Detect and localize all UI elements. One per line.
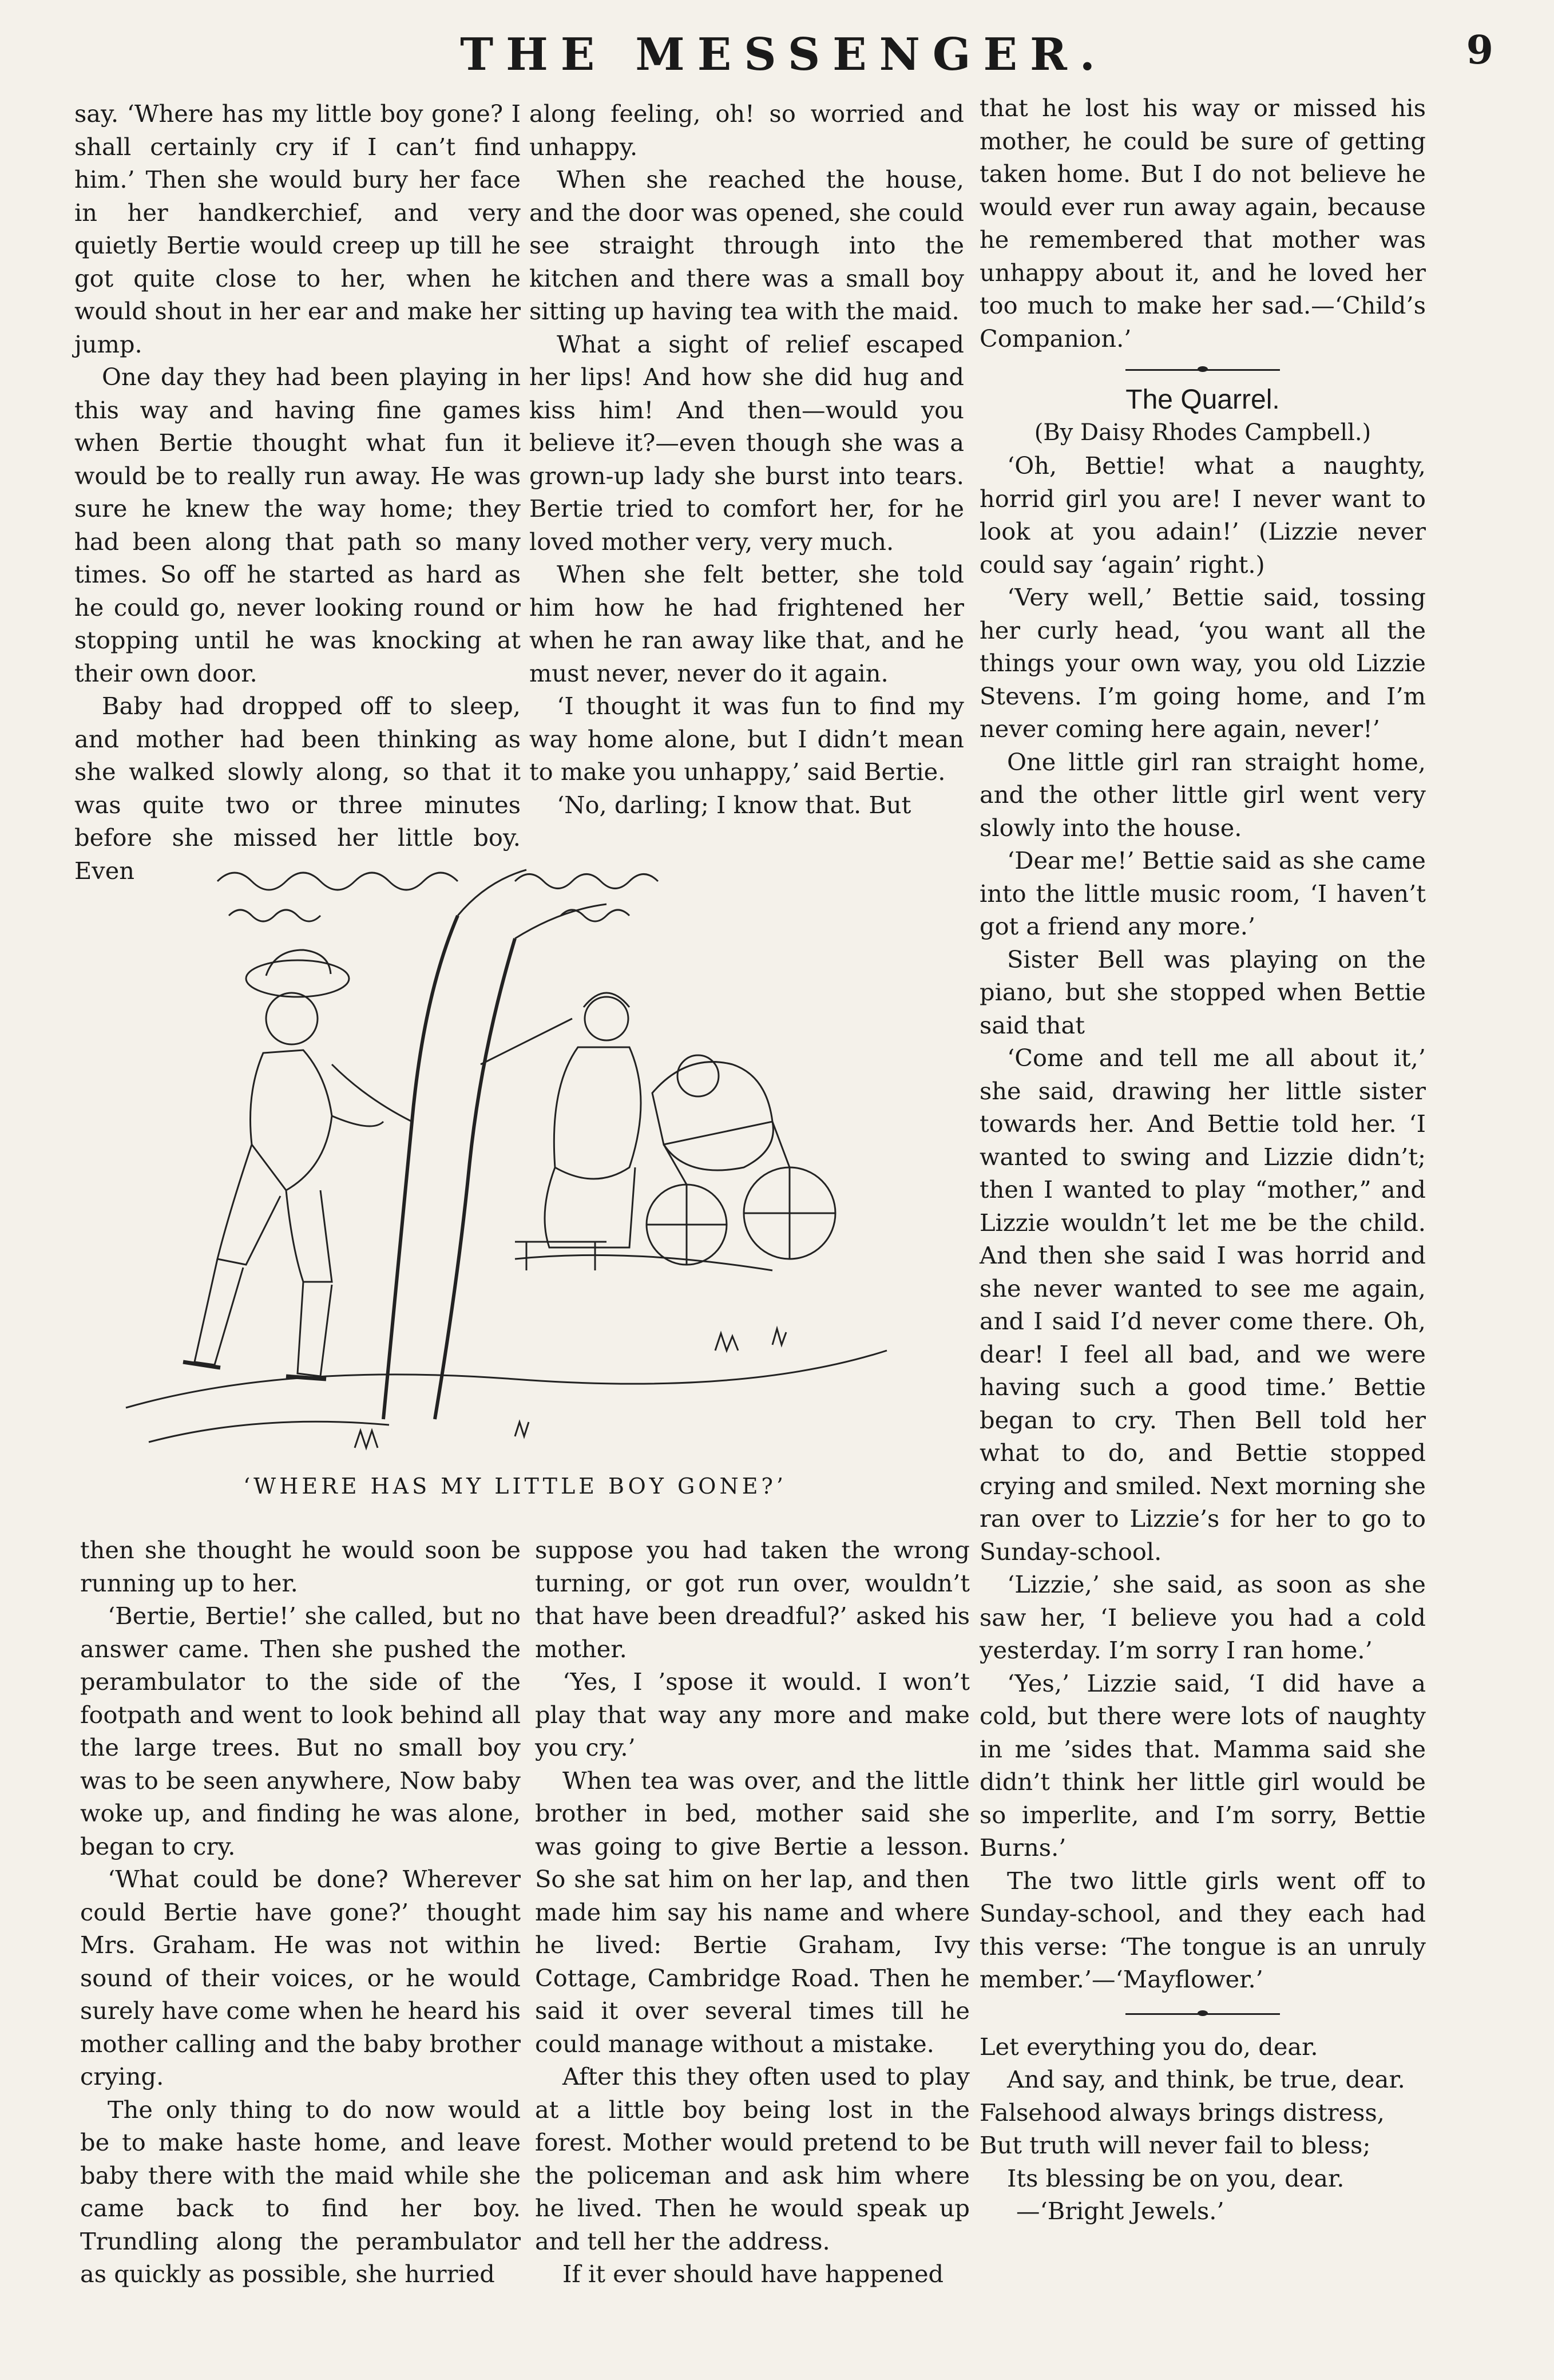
paragraph: ‘Yes, I ’spose it would. I won’t play that way any more and make you cry.’	[535, 1668, 970, 1761]
column-2-top	[529, 97, 964, 821]
column-1-top	[74, 97, 521, 887]
paragraph: When she felt better, she told him how he had frightened her when he ran away like that, and he must never, never do it again.	[529, 560, 964, 687]
paragraph: ‘Very well,’ Bettie said, tossing her curly head, ‘you want all the things your own way, you old Lizzie Stevens. I’m going home, and I’m never coming here again, never!’	[980, 583, 1426, 743]
masthead: THE MESSENGER.	[460, 29, 1108, 81]
paragraph: suppose you had taken the wrong turning, or got run over, wouldn’t that have been dreadful?’ asked his mother.	[535, 1536, 970, 1663]
illustration-caption: ‘WHERE HAS MY LITTLE BOY GONE?’	[243, 1474, 787, 1499]
article-title: The Quarrel.	[1125, 385, 1280, 415]
paragraph: The only thing to do now would be to make haste home, and leave baby there with the maid while she came back to find her boy. Trundling along the perambulator as quickly as possible, she hurried	[80, 2095, 521, 2288]
poem-attribution: —‘Bright Jewels.’	[1016, 2197, 1224, 2225]
page-number: 9	[1466, 27, 1493, 73]
section-divider	[980, 1996, 1426, 2030]
paragraph: What a sight of relief escaped her lips! And how she did hug and kiss him! And then—would you believe it?—even though she was a grown-up lady she burst into tears. Bertie tried to comfort her, for he loved mother very, very much.	[529, 330, 964, 556]
poem-line: Let everything you do, dear.	[980, 2032, 1318, 2061]
paragraph: If it ever should have happened	[562, 2260, 944, 2288]
section-divider	[980, 355, 1426, 383]
paragraph: The two little girls went off to Sunday-school, and they each had this verse: ‘The tongue is an unruly member.’—‘Mayflower.’	[980, 1866, 1426, 1993]
paragraph: ‘I thought it was fun to find my way home alone, but I didn’t mean to make you unhappy,’ said Bertie.	[529, 692, 964, 786]
paragraph: along feeling, oh! so worried and unhappy.	[529, 100, 964, 161]
poem-line: But truth will never fail to bless;	[980, 2131, 1371, 2159]
paragraph: ‘Bertie, Bertie!’ she called, but no answer came. Then she pushed the perambulator to the side of the footpath and went to look behind all the large trees. But no small boy was to be seen anywhere, Now baby woke up, and finding he was alone, began to cry.	[80, 1602, 521, 1860]
paragraph: say. ‘Where has my little boy gone? I shall certainly cry if I can’t find him.’ Then she would bury her face in her handkerchief, and very quietly Bertie would creep up till he got quite close to her, when he would shout in her ear and make her jump.	[74, 100, 521, 358]
paragraph: ‘What could be done? Wherever could Bertie have gone?’ thought Mrs. Graham. He was not within sound of their voices, or he would surely have come when he heard his mother calling and the baby brother crying.	[80, 1865, 521, 2090]
column-1-bottom	[80, 1534, 521, 2291]
paragraph: that he lost his way or missed his mother, he could be sure of getting taken home. But I do not believe he would ever run away again, because he remembered that mother was unhappy about it, and he loved her too much to make her sad.—‘Child’s Companion.’	[980, 94, 1426, 353]
article-byline: (By Daisy Rhodes Campbell.)	[1034, 419, 1371, 446]
paragraph: When she reached the house, and the door was opened, she could see straight through into the kitchen and there was a small boy sitting up having tea with the maid.	[529, 165, 964, 325]
paragraph: When tea was over, and the little brother in bed, mother said she was going to give Bertie a lesson. So she sat him on her lap, and then made him say his name and where he lived: Bertie Graham, Ivy Cottage, Cambridge Road. Then he said it over several times till he could manage without a mistake.	[535, 1766, 970, 2058]
paragraph: Sister Bell was playing on the piano, but she stopped when Bettie said that	[980, 945, 1426, 1039]
paragraph: ‘No, darling; I know that. But	[557, 790, 911, 819]
divider-dot	[1198, 2010, 1208, 2016]
paragraph: ‘Come and tell me all about it,’ she said, drawing her little sister towards her. And Bettie told her. ‘I wanted to swing and Lizzie didn’t; then I wanted to play “mother,” and Lizzie wouldn’t let me be the child. And then she said I was horrid and she never wanted to see me again, and I said I’d never come there. Oh, dear! I feel all bad, and we were having such a good time.’ Bettie began to cry. Then Bell told her what to do, and Bettie stopped crying and smiled. Next morning she ran over to Lizzie’s for her to go to Sunday-school.	[980, 1044, 1426, 1566]
column-2-bottom	[535, 1534, 970, 2291]
poem-line: And say, and think, be true, dear.	[1007, 2065, 1405, 2093]
paragraph: ‘Yes,’ Lizzie said, ‘I did have a cold, but there were lots of naughty in me ’sides that. Mamma said she didn’t think her little girl would be so imperlite, and I’m sorry, Bettie Burns.’	[980, 1669, 1426, 1862]
poem-line: Falsehood always brings distress,	[980, 2098, 1385, 2126]
paragraph: After this they often used to play at a little boy being lost in the forest. Mother would pretend to be the policeman and ask him where he lived. Then he would speak up and tell her the address.	[535, 2062, 970, 2255]
page-header	[57, 23, 1511, 92]
poem	[980, 2030, 1426, 2228]
illustration-boy-and-mother	[114, 847, 915, 1471]
paragraph: ‘Dear me!’ Bettie said as she came into the little music room, ‘I haven’t got a friend any more.’	[980, 846, 1426, 940]
paragraph: One little girl ran straight home, and the other little girl went very slowly into the house.	[980, 747, 1426, 842]
paragraph: Baby had dropped off to sleep, and mother had been thinking as she walked slowly along, so that it was quite two or three minutes before she missed her little boy. Even	[74, 692, 521, 885]
poem-line: Its blessing be on you, dear.	[1007, 2164, 1345, 2192]
paragraph: then she thought he would soon be running up to her.	[80, 1536, 521, 1597]
paragraph: ‘Oh, Bettie! what a naughty, horrid girl you are! I never want to look at you adain!’ (Lizzie never could say ‘again’ right.)	[980, 452, 1426, 579]
paragraph: One day they had been playing in this way and having fine games when Bertie thought what fun it would be to really run away. He was sure he knew the way home; they had been along that path so many times. So off he started as hard as he could go, never looking round or stopping until he was knocking at their own door.	[74, 363, 521, 687]
column-3	[980, 92, 1426, 2228]
paragraph: ‘Lizzie,’ she said, as soon as she saw her, ‘I believe you had a cold yesterday. I’m sorry I ran home.’	[980, 1570, 1426, 1664]
divider-dot	[1198, 366, 1208, 372]
